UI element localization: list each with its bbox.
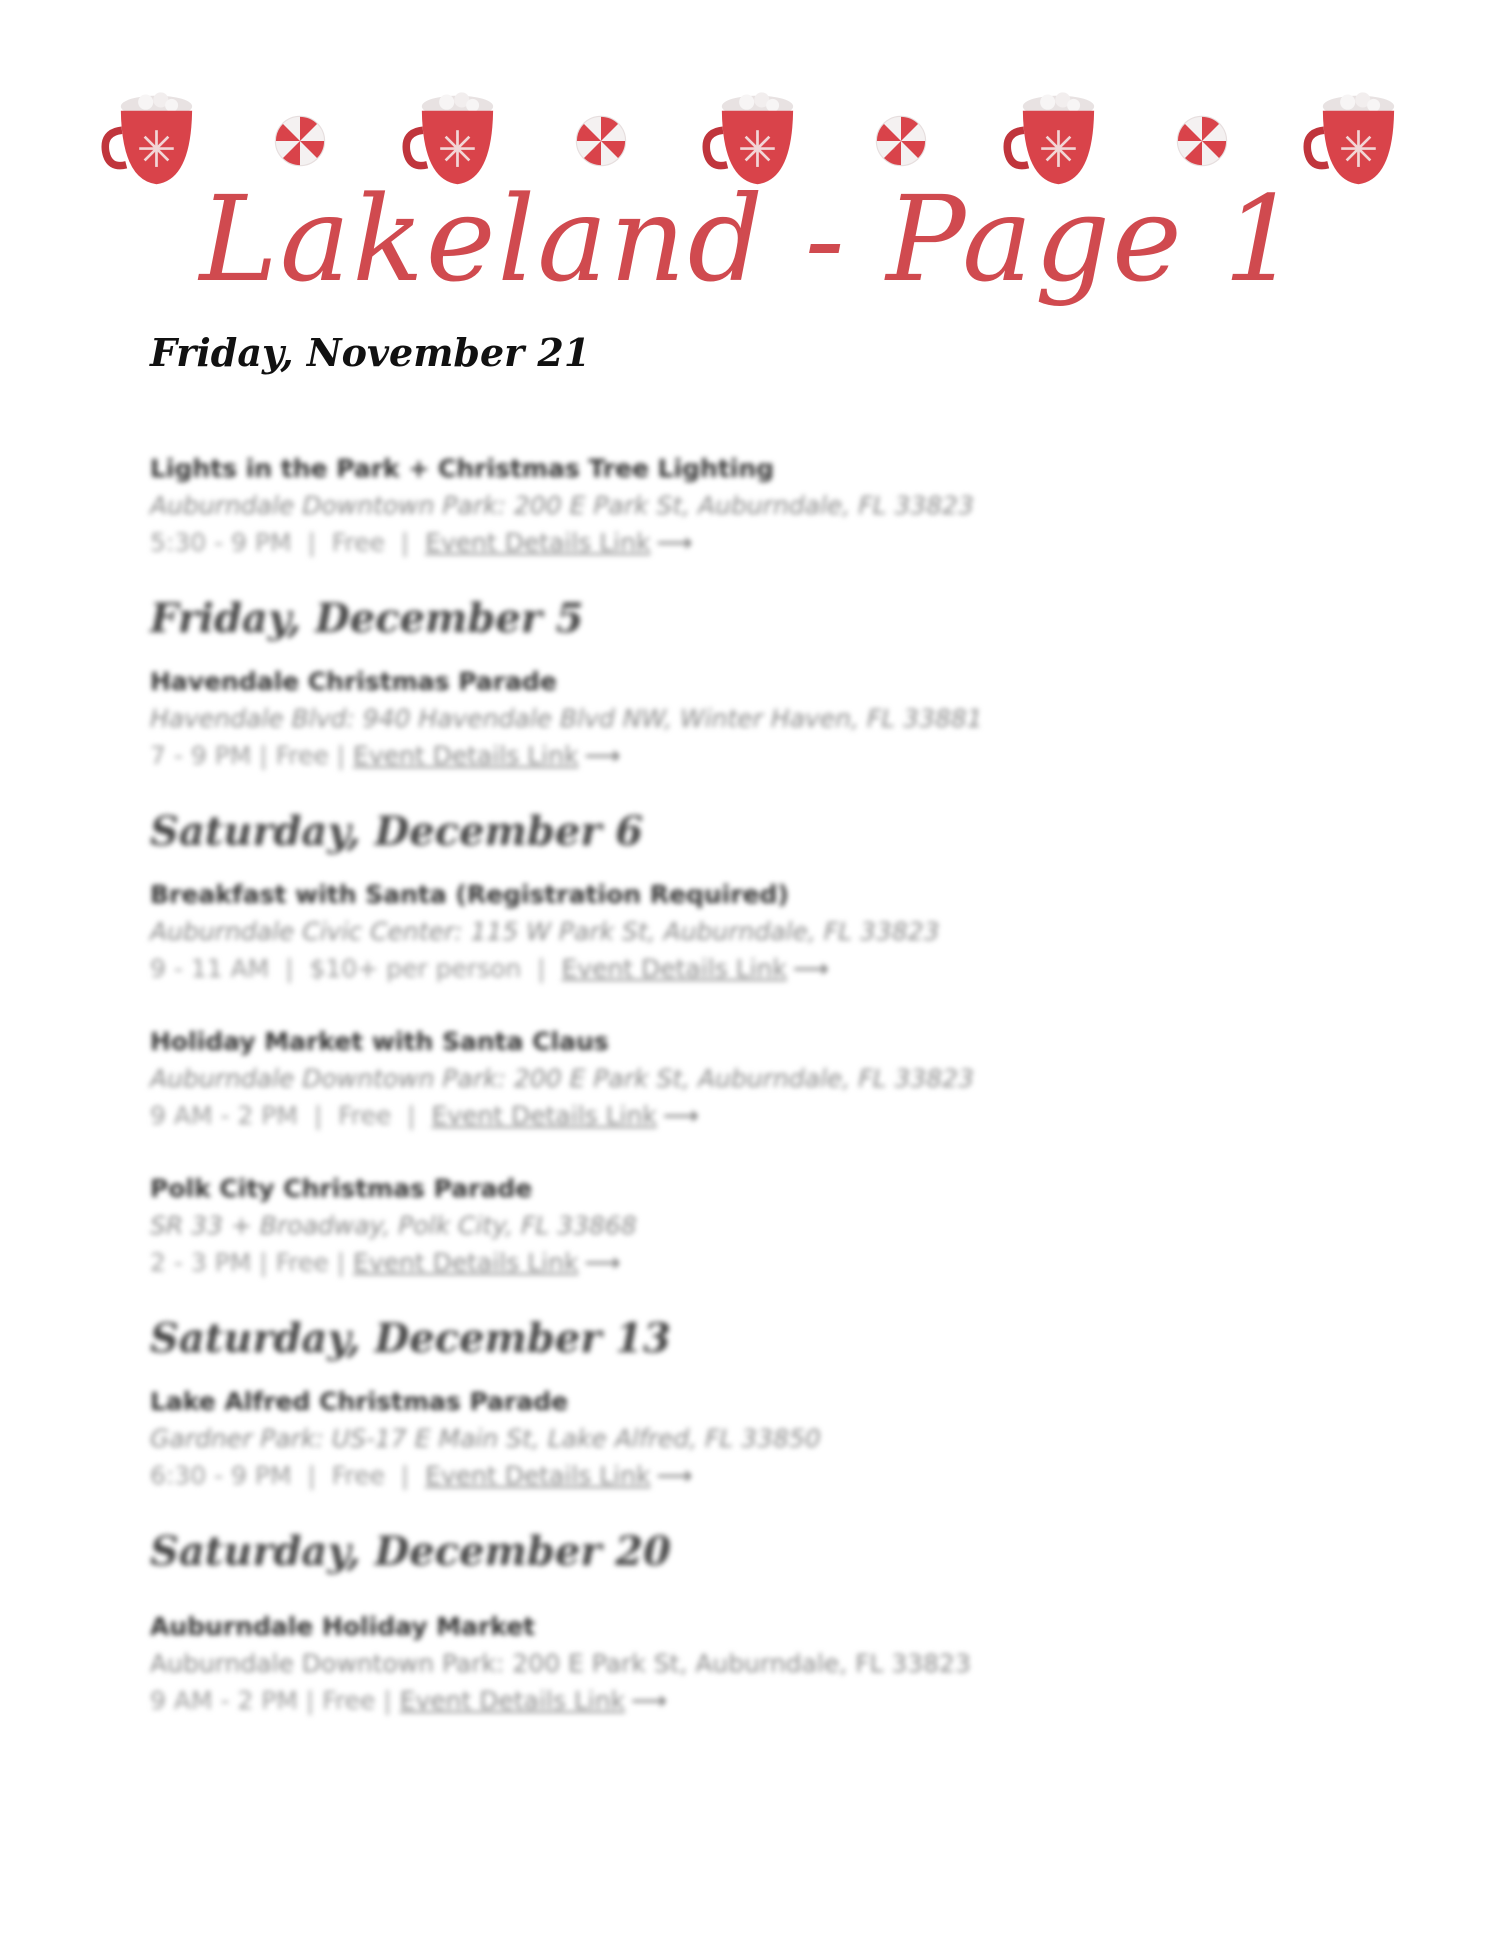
- event-cost: Free: [331, 1461, 385, 1490]
- event-time: 2 - 3 PM: [150, 1248, 252, 1277]
- event-location: Auburndale Downtown Park: 200 E Park St, Auburndale, FL 33823: [150, 491, 974, 520]
- arrow-right-icon: ⟶: [631, 1686, 667, 1715]
- event-meta: 7 - 9 PM | Free | Event Details Link ⟶: [150, 741, 621, 770]
- event-location: Auburndale Downtown Park: 200 E Park St, Auburndale, FL 33823: [150, 1649, 971, 1678]
- peppermint-icon: [1174, 113, 1230, 169]
- arrow-right-icon: ⟶: [584, 1248, 621, 1277]
- event-location: Gardner Park: US-17 E Main St, Lake Alfred, FL 33850: [150, 1424, 821, 1453]
- event-details-link[interactable]: Event Details Link: [353, 741, 579, 770]
- arrow-right-icon: ⟶: [662, 1101, 699, 1130]
- peppermint-icon: [873, 113, 929, 169]
- date-heading: Friday, November 21: [150, 330, 591, 375]
- event-title: Auburndale Holiday Market: [150, 1612, 536, 1641]
- event-meta: 9 - 11 AM | $10+ per person | Event Details Link ⟶: [150, 954, 829, 983]
- event-title: Polk City Christmas Parade: [150, 1174, 533, 1203]
- event-listing: [150, 450, 1050, 1755]
- date-heading: Saturday, December 6: [150, 808, 644, 855]
- event-item: [150, 663, 1050, 774]
- event-title: Lake Alfred Christmas Parade: [150, 1387, 569, 1416]
- event-meta: 5:30 - 9 PM | Free | Event Details Link ⟶: [150, 528, 693, 557]
- event-cost: Free: [331, 528, 385, 557]
- event-meta: 2 - 3 PM | Free | Event Details Link ⟶: [150, 1248, 621, 1277]
- event-details-link[interactable]: Event Details Link: [431, 1101, 657, 1130]
- arrow-right-icon: ⟶: [656, 1461, 693, 1490]
- event-item: [150, 1383, 1050, 1494]
- event-cost: $10+ per person: [309, 954, 522, 983]
- event-time: 6:30 - 9 PM: [150, 1461, 292, 1490]
- event-details-link[interactable]: Event Details Link: [425, 528, 651, 557]
- date-heading: Friday, December 5: [150, 595, 584, 642]
- event-item: [150, 1608, 1050, 1719]
- peppermint-icon: [272, 113, 328, 169]
- date-heading: Saturday, December 13: [150, 1315, 671, 1362]
- event-item: [150, 1170, 1050, 1281]
- event-title: Breakfast with Santa (Registration Required): [150, 880, 789, 909]
- event-cost: Free: [275, 741, 329, 770]
- event-title: Holiday Market with Santa Claus: [150, 1027, 609, 1056]
- event-time: 9 AM - 2 PM: [150, 1686, 298, 1715]
- event-time: 9 - 11 AM: [150, 954, 270, 983]
- page-title: Lakeland - Page 1: [199, 170, 1301, 308]
- event-location: SR 33 + Broadway, Polk City, FL 33868: [150, 1211, 637, 1240]
- event-item: [150, 450, 1050, 561]
- arrow-right-icon: ⟶: [792, 954, 829, 983]
- arrow-right-icon: ⟶: [656, 528, 693, 557]
- event-details-link[interactable]: Event Details Link: [425, 1461, 651, 1490]
- event-meta: 9 AM - 2 PM | Free | Event Details Link ⟶: [150, 1686, 667, 1715]
- event-details-link[interactable]: Event Details Link: [399, 1686, 626, 1715]
- event-meta: 6:30 - 9 PM | Free | Event Details Link ⟶: [150, 1461, 693, 1490]
- event-location: Auburndale Civic Center: 115 W Park St, Auburndale, FL 33823: [150, 917, 940, 946]
- event-details-link[interactable]: Event Details Link: [353, 1248, 579, 1277]
- date-heading: Saturday, December 20: [150, 1528, 671, 1575]
- event-location: Havendale Blvd: 940 Havendale Blvd NW, Winter Haven, FL 33881: [150, 704, 983, 733]
- event-title: Lights in the Park + Christmas Tree Lighting: [150, 454, 775, 483]
- event-cost: Free: [275, 1248, 329, 1277]
- event-meta: 9 AM - 2 PM | Free | Event Details Link ⟶: [150, 1101, 699, 1130]
- event-time: 5:30 - 9 PM: [150, 528, 292, 557]
- arrow-right-icon: ⟶: [584, 741, 621, 770]
- event-location: Auburndale Downtown Park: 200 E Park St, Auburndale, FL 33823: [150, 1064, 974, 1093]
- event-cost: Free: [338, 1101, 392, 1130]
- event-time: 7 - 9 PM: [150, 741, 252, 770]
- event-cost: Free: [322, 1686, 376, 1715]
- event-title: Havendale Christmas Parade: [150, 667, 557, 696]
- peppermint-icon: [573, 113, 629, 169]
- event-item: [150, 876, 1050, 987]
- event-time: 9 AM - 2 PM: [150, 1101, 298, 1130]
- event-item: [150, 1023, 1050, 1134]
- event-details-link[interactable]: Event Details Link: [561, 954, 787, 983]
